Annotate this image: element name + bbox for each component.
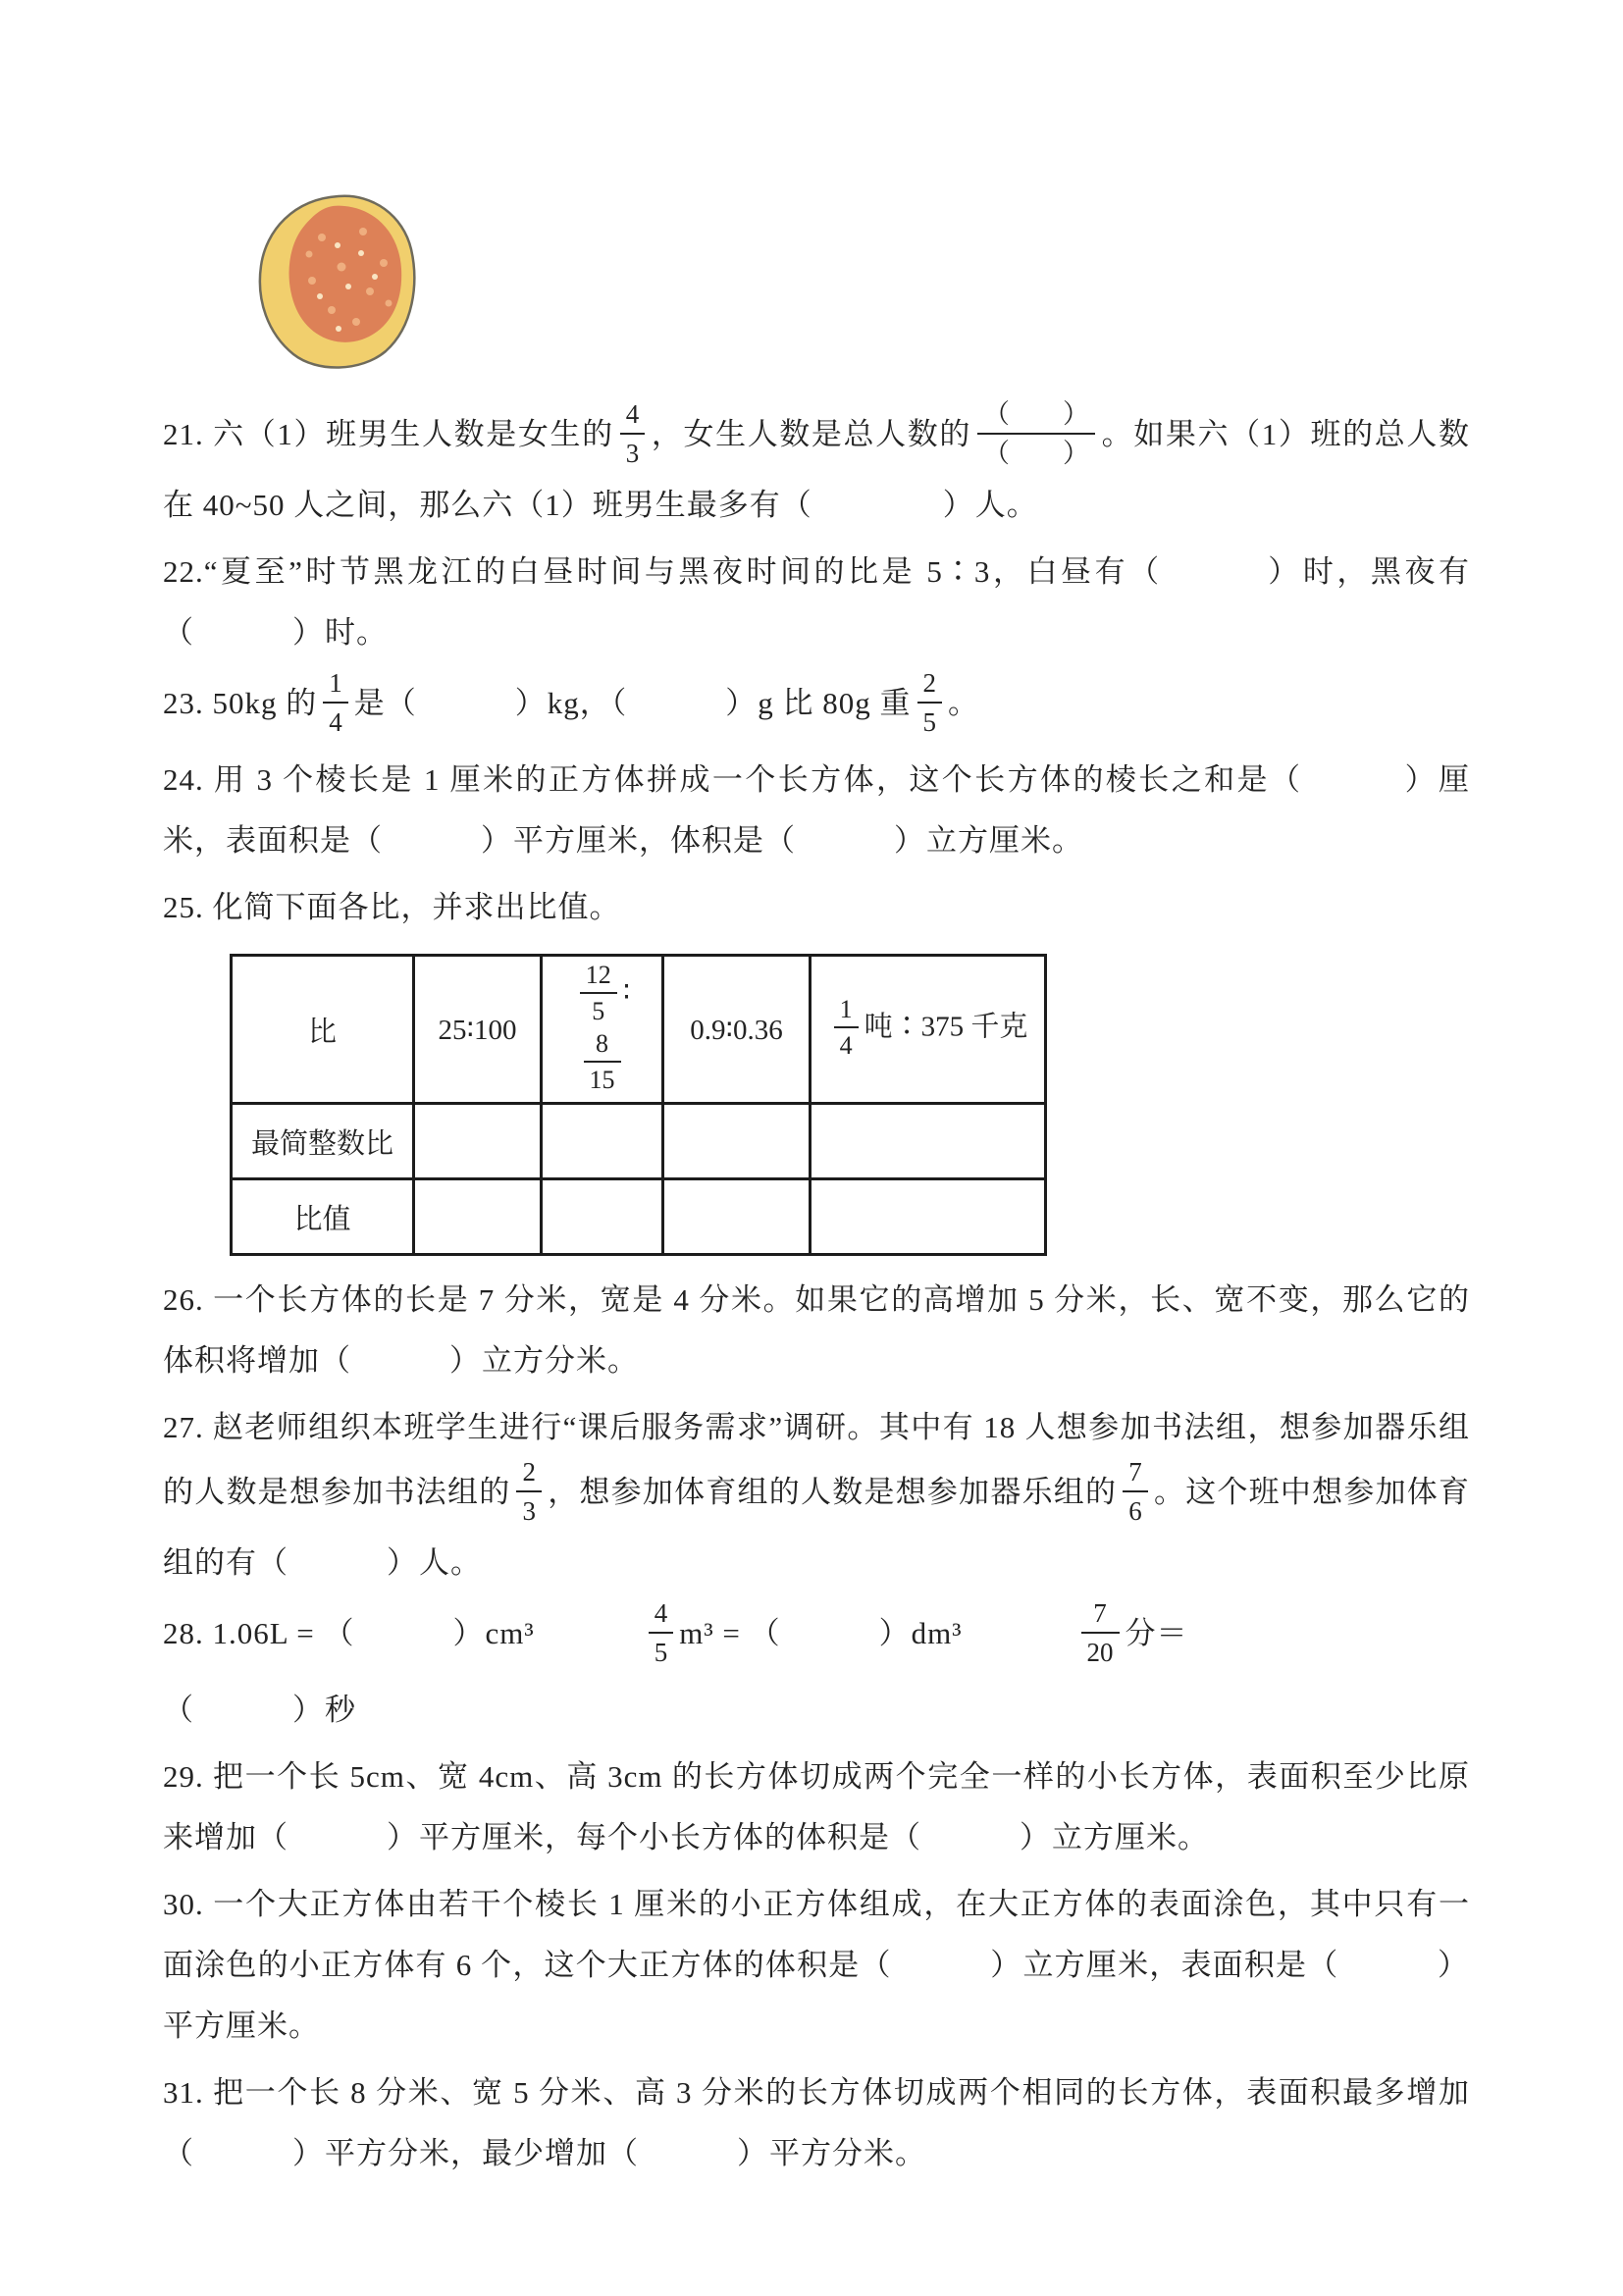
text-run: 30. 一个大正方体由若干个棱长 1 厘米的小正方体组成，在大正方体的表面涂色，其中只有一面涂色的小正方体有 6 个，这个大正方体的体积是 <box>163 1887 1470 1982</box>
question-22 <box>163 542 1470 663</box>
table-corner-label: 比 <box>232 956 414 1104</box>
ratio-table <box>230 954 1047 1256</box>
text-run: 25. 化简下面各比，并求出比值。 <box>163 890 621 924</box>
answer-blank: （ ） <box>257 1820 419 1854</box>
text-run: 25∶100 <box>438 1014 517 1046</box>
text-run: ，想参加体育组的人数是想参加器乐组的 <box>547 1475 1118 1510</box>
table-cell-empty <box>663 1104 811 1179</box>
answer-blank: （ ） <box>351 823 513 858</box>
question-28-line-2 <box>163 1680 1470 1741</box>
table-cell-empty <box>414 1104 542 1179</box>
table-row-simplest-ratio <box>232 1104 1046 1179</box>
fraction-numerator: 4 <box>620 396 646 435</box>
text-run: dm³ <box>911 1616 963 1651</box>
text-run: 29. 把一个长 5cm、宽 4cm、高 3cm 的长方体切成两个完全一样的小长方体，表面积至少比原来增加 <box>163 1759 1470 1854</box>
fraction-numerator: 2 <box>917 665 943 704</box>
fraction-denominator: 5 <box>922 707 936 737</box>
text-run: 吨∶375 千克 <box>864 1011 1028 1043</box>
table-ratio-cell-1 <box>414 956 542 1104</box>
table-row-label: 比值 <box>232 1179 414 1255</box>
answer-blank: （ ） <box>257 1545 419 1580</box>
text-run: 。 <box>948 686 979 721</box>
text-run: 是 <box>353 686 386 721</box>
fraction <box>580 959 617 1027</box>
questions-area <box>163 400 1470 2190</box>
text-run: 平方厘米，体积是 <box>513 823 764 858</box>
table-cell-empty <box>811 1179 1046 1255</box>
text-run: 时，黑夜有 <box>1302 554 1471 589</box>
fraction <box>516 1454 542 1529</box>
table-row-ratio-value <box>232 1179 1046 1255</box>
answer-blank: （ ） <box>1269 762 1439 797</box>
fraction-denominator: 4 <box>329 707 342 737</box>
answer-blank: （ ） <box>1128 554 1303 589</box>
answer-blank: （ ） <box>607 2136 769 2170</box>
fraction-denominator: 6 <box>1128 1496 1142 1526</box>
question-28 <box>163 1599 1470 1674</box>
fraction <box>323 665 348 740</box>
fraction-denominator: 3 <box>625 439 640 468</box>
fraction-denominator: 4 <box>839 1031 853 1060</box>
table-cell-empty <box>663 1179 811 1255</box>
fraction <box>1081 1595 1120 1670</box>
text-run: 0.9∶0.36 <box>690 1014 783 1046</box>
question-26 <box>163 1270 1470 1391</box>
text-run: 立方厘米。 <box>1052 1820 1209 1854</box>
answer-blank: （ ） <box>610 686 759 721</box>
fraction-denominator: （ ） <box>983 439 1090 468</box>
answer-blank: （ ） <box>1307 1948 1471 1982</box>
spacer <box>535 1643 643 1644</box>
answer-blank: （ ） <box>163 615 325 650</box>
text-run: 立方厘米。 <box>926 823 1083 858</box>
fraction-numerator: 8 <box>584 1027 621 1063</box>
table-ratio-cell-4 <box>811 956 1046 1104</box>
fraction <box>1123 1454 1148 1529</box>
text-run: cm³ <box>485 1616 535 1651</box>
question-30 <box>163 1874 1470 2057</box>
fraction-numerator: 7 <box>1081 1595 1120 1634</box>
fraction-numerator: （ ） <box>977 396 1095 435</box>
text-run: 。这个班中想参加体育组的有 <box>163 1475 1471 1580</box>
fraction <box>834 993 859 1062</box>
fraction-denominator: 3 <box>522 1496 536 1526</box>
text-run: 厘米，表面积是 <box>163 762 1470 858</box>
text-run: 分＝ <box>1125 1616 1188 1651</box>
text-run: kg， <box>547 686 611 721</box>
question-27 <box>163 1397 1470 1593</box>
spacer <box>963 1643 1075 1644</box>
answer-blank: （ ） <box>860 1948 1023 1982</box>
text-run: ，女生人数是总人数的 <box>651 417 972 452</box>
fraction-denominator: 15 <box>589 1066 615 1094</box>
fraction-denominator: 20 <box>1086 1638 1114 1667</box>
fraction-denominator: 5 <box>654 1638 668 1667</box>
question-31 <box>163 2062 1470 2184</box>
fraction <box>649 1595 674 1670</box>
answer-blank: （ ） <box>385 686 548 721</box>
fraction-numerator: 1 <box>323 665 348 704</box>
fraction-numerator: 2 <box>516 1454 542 1492</box>
text-run: 秒 <box>325 1693 356 1727</box>
text-run: 28. 1.06L = <box>163 1616 324 1651</box>
fraction-denominator: 5 <box>592 997 605 1025</box>
text-run: 27. 赵老师组织本班学生进行“课后服务需求”调研。其中有 18 人想参加书法组，想参加器乐组的人数是想参加书法组的 <box>163 1410 1470 1510</box>
text-run: 人。 <box>419 1545 482 1580</box>
text-run: 24. 用 3 个棱长是 1 厘米的正方体拼成一个长方体，这个长方体的棱长之和是 <box>163 762 1270 797</box>
fraction-numerator: 1 <box>834 993 859 1028</box>
fraction <box>977 396 1095 471</box>
answer-blank: （ ） <box>163 2136 325 2170</box>
text-run: 21. 六（1）班男生人数是女生的 <box>163 417 614 452</box>
table-cell-empty <box>414 1179 542 1255</box>
pizza-topping <box>289 206 402 342</box>
table-cell-empty <box>542 1104 663 1179</box>
text-run: 平方厘米，每个小长方体的体积是 <box>419 1820 890 1854</box>
text-run: m³ = <box>679 1616 750 1651</box>
question-24 <box>163 750 1470 871</box>
text-run: 26. 一个长方体的长是 7 分米，宽是 4 分米。如果它的高增加 5 分米，长、宽不变，那么它的体积将增加 <box>163 1282 1470 1378</box>
answer-blank: （ ） <box>749 1616 912 1651</box>
text-run: 。如果六（1）班的总人数在 40~50 人之间，那么六（1）班男生最多有 <box>163 417 1471 522</box>
table-row-label: 最简整数比 <box>232 1104 414 1179</box>
answer-blank: （ ） <box>323 1616 486 1651</box>
answer-blank: （ ） <box>320 1343 482 1378</box>
answer-blank: （ ） <box>890 1820 1052 1854</box>
fraction-numerator: 7 <box>1123 1454 1148 1492</box>
answer-blank: （ ） <box>764 823 926 858</box>
text-run: g 比 80g 重 <box>758 686 912 721</box>
table-ratio-cell-2 <box>542 956 663 1104</box>
text-run: 23. 50kg 的 <box>163 686 318 721</box>
text-run: 平方分米。 <box>769 2136 926 2170</box>
text-run: 31. 把一个长 8 分米、宽 5 分米、高 3 分米的长方体切成两个相同的长方体，表面积最多增加 <box>163 2075 1470 2110</box>
question-29 <box>163 1747 1470 1868</box>
text-run: ∶ <box>622 976 631 1009</box>
text-run: 平方厘米。 <box>163 2009 320 2043</box>
text-run: 立方分米。 <box>482 1343 639 1378</box>
table-ratio-cell-3 <box>663 956 811 1104</box>
answer-blank: （ ） <box>163 1693 325 1727</box>
fraction-numerator: 12 <box>580 959 617 994</box>
text-run: 22.“夏至”时节黑龙江的白昼时间与黑夜时间的比是 5∶3，白昼有 <box>163 554 1129 589</box>
table-cell-empty <box>811 1104 1046 1179</box>
question-23 <box>163 669 1470 744</box>
table-row-ratios <box>232 956 1046 1104</box>
text-run: 时。 <box>325 615 388 650</box>
text-run: 立方厘米，表面积是 <box>1022 1948 1308 1982</box>
fraction <box>584 1027 621 1096</box>
pizza-image <box>253 188 424 373</box>
fraction <box>620 396 646 471</box>
question-21 <box>163 400 1470 536</box>
table-cell-empty <box>542 1179 663 1255</box>
answer-blank: （ ） <box>780 488 975 522</box>
text-run: 人。 <box>974 488 1038 522</box>
text-run: 平方分米，最少增加 <box>325 2136 607 2170</box>
fraction-numerator: 4 <box>649 1595 674 1634</box>
question-25 <box>163 877 1470 938</box>
fraction <box>917 665 943 740</box>
